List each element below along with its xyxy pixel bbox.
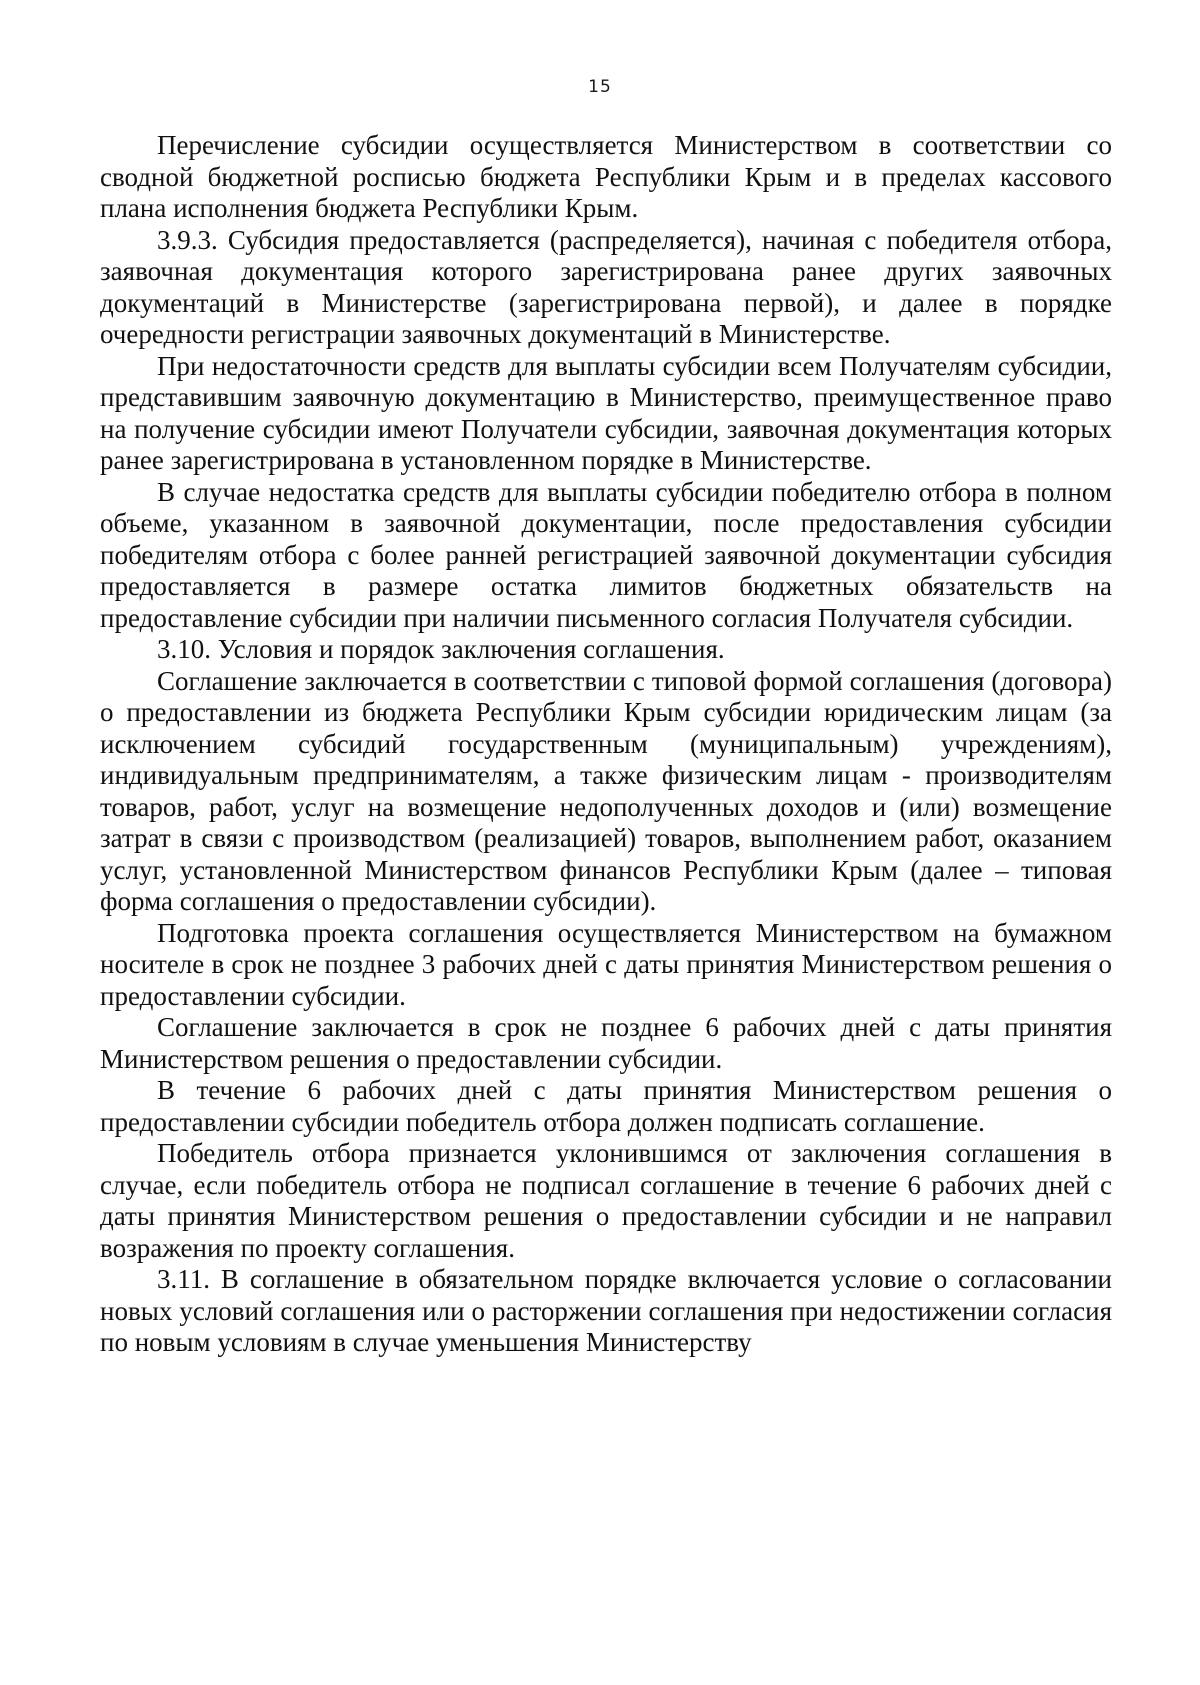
paragraph-shortfall: В случае недостатка средств для выплаты субсидии победителю отбора в полном объеме, указанном в заявочной документации, после предоставления субсидии победителям отбора с более ранней регистрацией заявочной документации субсидия предоставляется в размере остатка лимитов бюджетных обязательств на предоставление субсидии при наличии письменного согласия Получателя субсидии. (100, 476, 1112, 633)
paragraph-agreement-form: Соглашение заключается в соответствии с типовой формой соглашения (договора) о предоставлении из бюджета Республики Крым субсидии юридическим лицам (за исключением субсидий государственным (муниципальным) учреждениям), индивидуальным предпринимателям, а также физическим лицам - производителям товаров, работ, услуг на возмещение недополученных доходов и (или) возмещение затрат в связи с производством (реализацией) товаров, выполнением работ, оказанием услуг, установленной Министерством финансов Республики Крым (далее – типовая форма соглашения о предоставлении субсидии). (100, 665, 1112, 916)
paragraph-3-9-3: 3.9.3. Субсидия предоставляется (распределяется), начиная с победителя отбора, заявочная документация которого зарегистрирована ранее других заявочных документаций в Министерстве (зарегистрирована первой), и далее в порядке очередности регистрации заявочных документаций в Министерстве. (100, 224, 1112, 349)
paragraph-signing-term: В течение 6 рабочих дней с даты принятия Министерством решения о предоставлении субсидии победитель отбора должен подписать соглашение. (100, 1075, 1112, 1137)
document-body (100, 130, 1112, 1359)
paragraph-evasion: Победитель отбора признается уклонившимся от заключения соглашения в случае, если победитель отбора не подписал соглашение в течение 6 рабочих дней с даты принятия Министерством решения о предоставлении субсидии и не направил возражения по проекту соглашения. (100, 1138, 1112, 1263)
page-number: 15 (588, 77, 612, 97)
paragraph-draft-preparation: Подготовка проекта соглашения осуществляется Министерством на бумажном носителе в срок не позднее 3 рабочих дней с даты принятия Министерством решения о предоставлении субсидии. (100, 917, 1112, 1011)
paragraph-3-11: 3.11. В соглашение в обязательном порядке включается условие о согласовании новых условий соглашения или о расторжении соглашения при недостижении согласия по новым условиям в случае уменьшения Министерству (100, 1264, 1112, 1357)
paragraph-agreement-term: Соглашение заключается в срок не позднее 6 рабочих дней с даты принятия Министерством решения о предоставлении субсидии. (100, 1012, 1112, 1074)
paragraph-transfer: Перечисление субсидии осуществляется Министерством в соответствии со сводной бюджетной росписью бюджета Республики Крым и в пределах кассового плана исполнения бюджета Республики Крым. (100, 130, 1112, 223)
paragraph-3-10-heading: 3.10. Условия и порядок заключения соглашения. (157, 634, 725, 664)
page-blank-margin (0, 1500, 1200, 1685)
paragraph-insufficient-funds: При недостаточности средств для выплаты субсидии всем Получателям субсидии, представившим заявочную документацию в Министерство, преимущественное право на получение субсидии имеют Получатели субсидии, заявочная документация которых ранее зарегистрирована в установленном порядке в Министерстве. (100, 350, 1112, 475)
